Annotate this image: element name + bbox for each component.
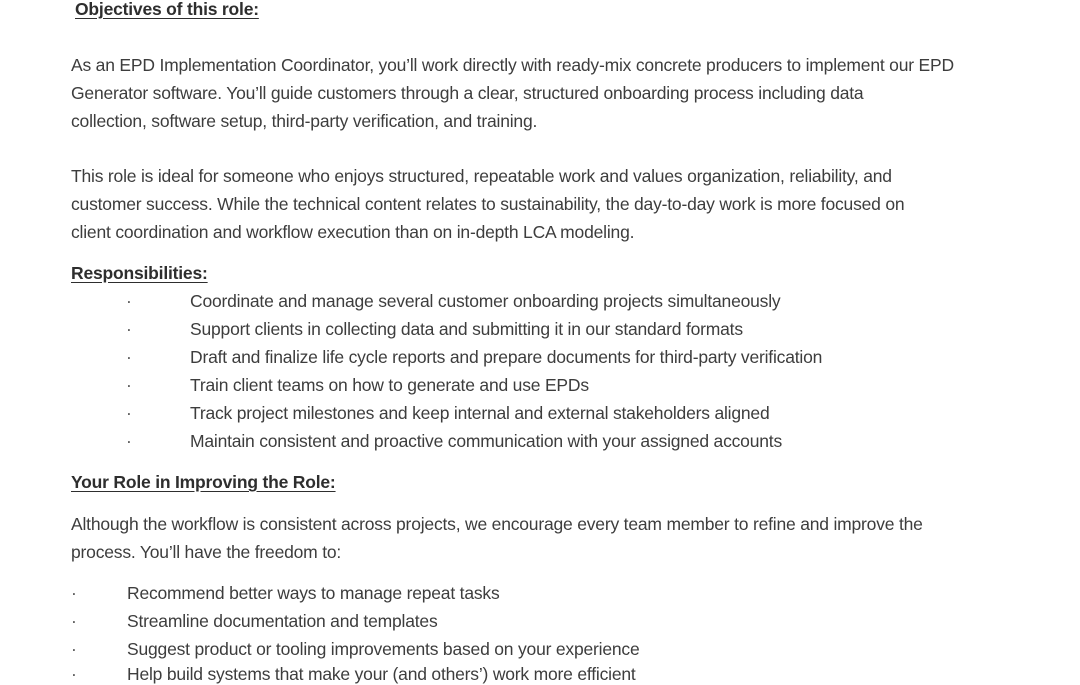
objectives-paragraph-2-line-3: client coordination and workflow execution than on in-depth LCA modeling.: [71, 222, 635, 242]
list-item: Recommend better ways to manage repeat tasks: [127, 583, 500, 603]
list-item: Train client teams on how to generate and use EPDs: [190, 375, 589, 395]
list-item: Streamline documentation and templates: [127, 611, 438, 631]
list-item: Draft and finalize life cycle reports and prepare documents for third-party verification: [190, 347, 823, 367]
objectives-paragraph-1-line-3: collection, software setup, third-party verification, and training.: [71, 111, 538, 131]
responsibilities-heading: Responsibilities:: [71, 263, 208, 283]
bullet-glyph: ·: [71, 664, 77, 684]
objectives-paragraph-2-line-2: customer success. While the technical content relates to sustainability, the day-to-day work is more focused on: [71, 194, 905, 214]
objectives-heading: Objectives of this role:: [75, 0, 259, 19]
list-item: Suggest product or tooling improvements based on your experience: [127, 639, 640, 659]
bullet-glyph: ·: [126, 291, 132, 311]
bullet-glyph: ·: [126, 375, 132, 395]
objectives-paragraph-2-line-1: This role is ideal for someone who enjoys structured, repeatable work and values organization, reliability, and: [71, 166, 892, 186]
improving-intro-line-1: Although the workflow is consistent across projects, we encourage every team member to refine and improve the: [71, 514, 923, 534]
objectives-paragraph-1-line-1: As an EPD Implementation Coordinator, you’ll work directly with ready-mix concrete producers to implement our EPD: [71, 55, 954, 75]
list-item: Maintain consistent and proactive communication with your assigned accounts: [190, 431, 782, 451]
bullet-glyph: ·: [126, 319, 132, 339]
list-item: Support clients in collecting data and submitting it in our standard formats: [190, 319, 743, 339]
bullet-glyph: ·: [126, 347, 132, 367]
list-item: Coordinate and manage several customer onboarding projects simultaneously: [190, 291, 781, 311]
improving-intro-line-2: process. You’ll have the freedom to:: [71, 542, 342, 562]
bullet-glyph: ·: [71, 611, 77, 631]
bullet-glyph: ·: [126, 431, 132, 451]
list-item: Help build systems that make your (and others’) work more efficient: [127, 664, 636, 684]
improving-role-heading: Your Role in Improving the Role:: [71, 472, 336, 492]
list-item: Track project milestones and keep internal and external stakeholders aligned: [190, 403, 770, 423]
bullet-glyph: ·: [71, 583, 77, 603]
objectives-paragraph-1-line-2: Generator software. You’ll guide customers through a clear, structured onboarding process including data: [71, 83, 864, 103]
bullet-glyph: ·: [126, 403, 132, 423]
bullet-glyph: ·: [71, 639, 77, 659]
